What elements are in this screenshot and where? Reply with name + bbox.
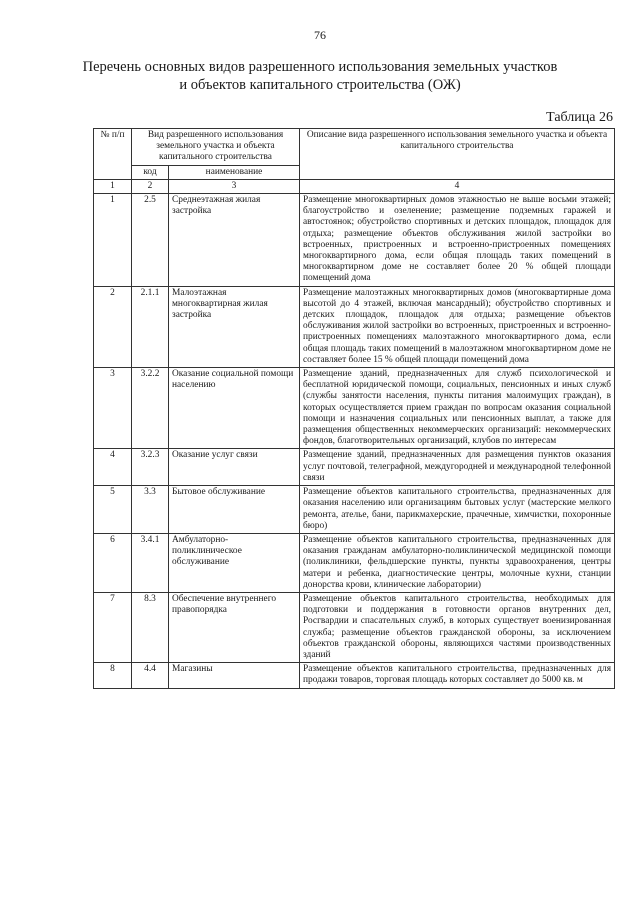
land-use-table <box>93 128 615 689</box>
header-kind: Вид разрешенного использования земельного участка и объекта капитального строительства <box>132 129 300 166</box>
row-name: Обеспечение внутреннего правопорядка <box>169 592 300 662</box>
header-name: наименование <box>169 165 300 179</box>
title-line-1: Перечень основных видов разрешенного использования земельных участков <box>82 59 558 75</box>
row-code: 3.4.1 <box>132 533 169 592</box>
row-name: Малоэтажная многоквартирная жилая застройка <box>169 286 300 367</box>
row-name: Оказание услуг связи <box>169 449 300 486</box>
col-number: 1 <box>94 179 132 193</box>
table-row <box>94 533 615 592</box>
row-code: 8.3 <box>132 592 169 662</box>
table-row <box>94 663 615 688</box>
page-number: 76 <box>314 28 326 42</box>
col-number: 4 <box>300 179 615 193</box>
row-num: 2 <box>94 286 132 367</box>
header-code: код <box>132 165 169 179</box>
row-num: 7 <box>94 592 132 662</box>
row-num: 3 <box>94 368 132 449</box>
table-row <box>94 592 615 662</box>
row-code: 3.2.3 <box>132 449 169 486</box>
table-header-row <box>94 129 615 166</box>
row-desc: Размещение малоэтажных многоквартирных домов (многоквартирные дома высотой до 4 этажей, включая мансардный); обустройство спортивных и детских площадок, площадок для отдыха; размещение объектов обслуживания жилой застройки во встроенных, пристроенных и встроенно-пристроенных помещениях малоэтажного многоквартирного дома, если общая площадь таких помещений в малоэтажном многоквартирном доме не составляет более 15 % общей площади помещений дома <box>300 286 615 367</box>
table-row <box>94 368 615 449</box>
row-num: 1 <box>94 194 132 287</box>
row-name: Оказание социальной помощи населению <box>169 368 300 449</box>
row-desc: Размещение объектов капитального строительства, предназначенных для оказания гражданам амбулаторно-поликлинической медицинской помощи (поликлиники, фельдшерские пункты, пункты здравоохранения, центры матери и ребенка, диагностические центры, молочные кухни, станции донорства крови, клинические лаборатории) <box>300 533 615 592</box>
row-desc: Размещение многоквартирных домов этажностью не выше восьми этажей; благоустройство и озеленение; размещение подземных гаражей и автостоянок; обустройство спортивных и детских площадок, площадок для отдыха; размещение объектов обслуживания жилой застройки во встроенных, пристроенных и встроенно-пристроенных помещениях многоквартирного дома, если общая площадь таких помещений в многоквартирном доме не составляет более 20 % общей площади помещений дома <box>300 194 615 287</box>
row-code: 4.4 <box>132 663 169 688</box>
row-code: 2.5 <box>132 194 169 287</box>
row-code: 2.1.1 <box>132 286 169 367</box>
col-number: 3 <box>169 179 300 193</box>
header-num: № п/п <box>94 129 132 180</box>
row-num: 4 <box>94 449 132 486</box>
table-row <box>94 486 615 534</box>
row-name: Амбулаторно-поликлиническое обслуживание <box>169 533 300 592</box>
document-title <box>60 58 580 94</box>
row-code: 3.2.2 <box>132 368 169 449</box>
col-number: 2 <box>132 179 169 193</box>
table-caption: Таблица 26 <box>546 110 613 125</box>
header-desc: Описание вида разрешенного использования земельного участка и объекта капитального строительства <box>300 129 615 180</box>
table-row <box>94 449 615 486</box>
row-name: Бытовое обслуживание <box>169 486 300 534</box>
row-desc: Размещение зданий, предназначенных для служб психологической и бесплатной юридической помощи, социальных, пенсионных и иных служб (службы занятости населения, пункты питания малоимущих граждан), в которых осуществляется прием граждан по вопросам оказания социальной помощи и назначения социальных или пенсионных выплат, а также для размещения общественных некоммерческих организаций: некоммерческих фондов, благотворительных организаций, клубов по интересам <box>300 368 615 449</box>
column-numbers-row <box>94 179 615 193</box>
row-code: 3.3 <box>132 486 169 534</box>
table-row <box>94 286 615 367</box>
row-num: 5 <box>94 486 132 534</box>
table-row <box>94 194 615 287</box>
row-name: Среднеэтажная жилая застройка <box>169 194 300 287</box>
row-name: Магазины <box>169 663 300 688</box>
row-desc: Размещение объектов капитального строительства, предназначенных для продажи товаров, торговая площадь которых составляет до 5000 кв. м <box>300 663 615 688</box>
row-desc: Размещение зданий, предназначенных для размещения пунктов оказания услуг почтовой, телеграфной, междугородней и международной телефонной связи <box>300 449 615 486</box>
row-desc: Размещение объектов капитального строительства, необходимых для подготовки и поддержания в готовности органов внутренних дел, Росгвардии и спасательных служб, в которых существует военизированная служба; размещение объектов гражданской обороны, за исключением объектов гражданской обороны, являющихся частями производственных зданий <box>300 592 615 662</box>
title-line-2: и объектов капитального строительства (ОЖ) <box>179 77 461 93</box>
row-num: 8 <box>94 663 132 688</box>
row-num: 6 <box>94 533 132 592</box>
row-desc: Размещение объектов капитального строительства, предназначенных для оказания населению или организациям бытовых услуг (мастерские мелкого ремонта, ателье, бани, парикмахерские, прачечные, химчистки, похоронные бюро) <box>300 486 615 534</box>
